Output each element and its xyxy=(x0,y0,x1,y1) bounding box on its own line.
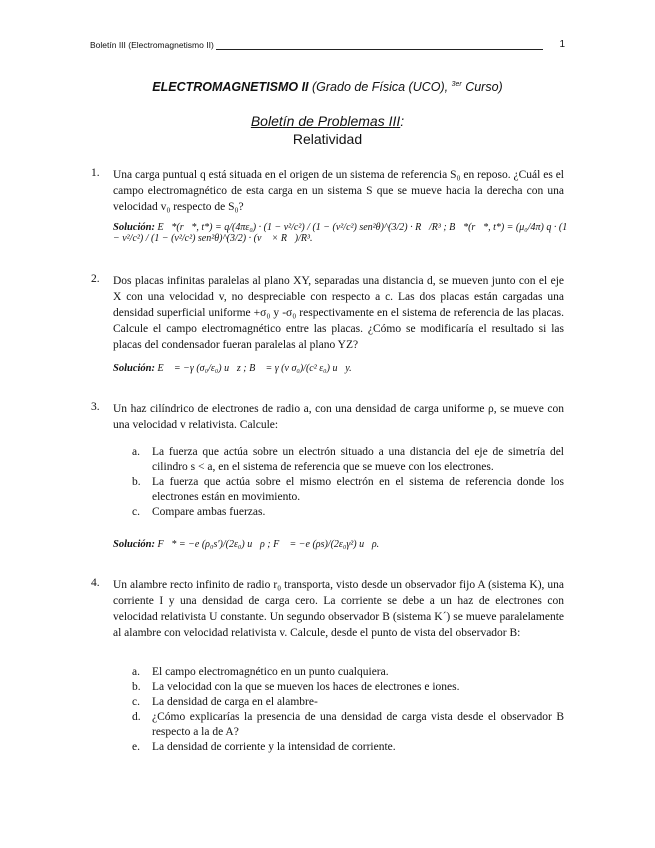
bulletin-title-colon: : xyxy=(400,113,405,129)
item-text: ¿Cómo explicarías la presencia de una densidad de carga vista desde el observador B respecto a la de A? xyxy=(152,711,564,738)
course-title xyxy=(0,80,655,94)
course-year-superscript: 3er xyxy=(451,80,462,88)
course-title-course: Curso) xyxy=(461,80,503,94)
solution-label: Solución: xyxy=(113,222,156,233)
problem-2-number: 2. xyxy=(91,273,100,285)
running-header xyxy=(90,40,565,54)
problem-1-solution-equation: E⃗*(r⃗*, t*) = q/(4πε₀) · (1 − v²/c²) / (1 − (v²/c²) sen²θ)^(3/2) · R⃗/R³ ; B⃗*(r⃗*, t*) = (μ₀/4π) q · (1 − v²/c²) / (1 − (v²/c²) sen²θ)^(3/2) · (v⃗ × R⃗)/R³. xyxy=(113,222,568,244)
item-text: Compare ambas fuerzas. xyxy=(152,506,266,518)
list-item xyxy=(132,740,564,755)
item-text: La densidad de carga en el alambre- xyxy=(152,696,318,708)
item-text: El campo electromagnético en un punto cualquiera. xyxy=(152,666,389,678)
problem-1-text: Una carga puntual q está situada en el origen de un sistema de referencia S₀ en reposo. ¿Cuál es el campo electromagnético de esta carga en un sistema S que se mueve hacia la derecha con una velocidad v₀ respecto de S₀? xyxy=(113,169,564,213)
bulletin-title xyxy=(0,113,655,129)
problem-3-number: 3. xyxy=(91,401,100,413)
problem-3-solution-equation: F⃗* = −e (ρ₀s′)/(2ε₀) u⃗ρ ; F⃗ = −e (ρs)/(2ε₀γ²) u⃗ρ. xyxy=(157,539,380,550)
problem-1-number: 1. xyxy=(91,167,100,179)
item-letter: a. xyxy=(132,666,140,678)
problem-2-solution xyxy=(113,363,573,374)
item-letter: e. xyxy=(132,741,140,753)
problem-1-solution xyxy=(113,222,573,244)
list-item xyxy=(132,710,564,740)
list-item xyxy=(132,680,564,695)
list-item xyxy=(132,445,564,475)
solution-label: Solución: xyxy=(113,363,156,374)
item-letter: a. xyxy=(132,446,140,458)
problem-3-text: Un haz cilíndrico de electrones de radio a, con una densidad de carga uniforme ρ, se mueve con una velocidad v relativista. Calcule: xyxy=(113,403,564,431)
item-letter: d. xyxy=(132,711,141,723)
problem-3-items xyxy=(132,445,564,520)
problem-3-solution xyxy=(113,539,573,550)
problem-2-solution-equation: E⃗ = −γ (σ₀/ε₀) u⃗z ; B⃗ = γ (v σ₀)/(c² ε₀) u⃗y. xyxy=(157,363,352,374)
item-letter: b. xyxy=(132,681,141,693)
problem-4-number: 4. xyxy=(91,577,100,589)
page-number: 1 xyxy=(559,39,565,50)
course-title-bold: ELECTROMAGNETISMO II xyxy=(152,80,309,94)
item-text: La densidad de corriente y la intensidad de corriente. xyxy=(152,741,396,753)
problem-4-items xyxy=(132,665,564,755)
item-text: La velocidad con la que se mueven los haces de electrones e iones. xyxy=(152,681,460,693)
item-text: La fuerza que actúa sobre un electrón situado a una distancia del eje de simetría del cilindro s < a, en el sistema de referencia que se mueve con los electrones. xyxy=(152,446,564,473)
problem-2-text: Dos placas infinitas paralelas al plano XY, separadas una distancia d, se mueven junto con el eje X con una velocidad v, no despreciable con respecto a c. Las dos placas están cargadas una densidad superficial uniforme +σ₀ y -σ₀ respectivamente en el sistema de referencia de las placas. Calcule el campo electromagnético entre las placas. ¿Cómo se modificaría el resultado si las placas del condensador fueran paralelas al plano YZ? xyxy=(113,275,564,351)
list-item xyxy=(132,695,564,710)
item-letter: b. xyxy=(132,476,141,488)
solution-label: Solución: xyxy=(113,539,156,550)
list-item xyxy=(132,665,564,680)
problem-4-text: Un alambre recto infinito de radio r₀ transporta, visto desde un observador fijo A (sistema K), una corriente I y una densidad de carga cero. La corriente se debe a un haz de electrones con velocidad relativista U constante. Un segundo observador B (sistema K´) se mueve paralelamente al alambre con velocidad relativista v. Calcule, desde el punto de vista del observador B: xyxy=(113,579,564,639)
bulletin-title-main: Boletín de Problemas III xyxy=(250,113,401,129)
bulletin-topic: Relatividad xyxy=(292,131,363,147)
course-title-rest: (Grado de Física (UCO), xyxy=(308,80,452,94)
item-letter: c. xyxy=(132,506,140,518)
item-letter: c. xyxy=(132,696,140,708)
running-title: Boletín III (Electromagnetismo II) xyxy=(90,40,214,50)
list-item xyxy=(132,475,564,505)
list-item xyxy=(132,505,564,520)
item-text: La fuerza que actúa sobre el mismo electrón en el sistema de referencia donde los electrones están en movimiento. xyxy=(152,476,564,503)
